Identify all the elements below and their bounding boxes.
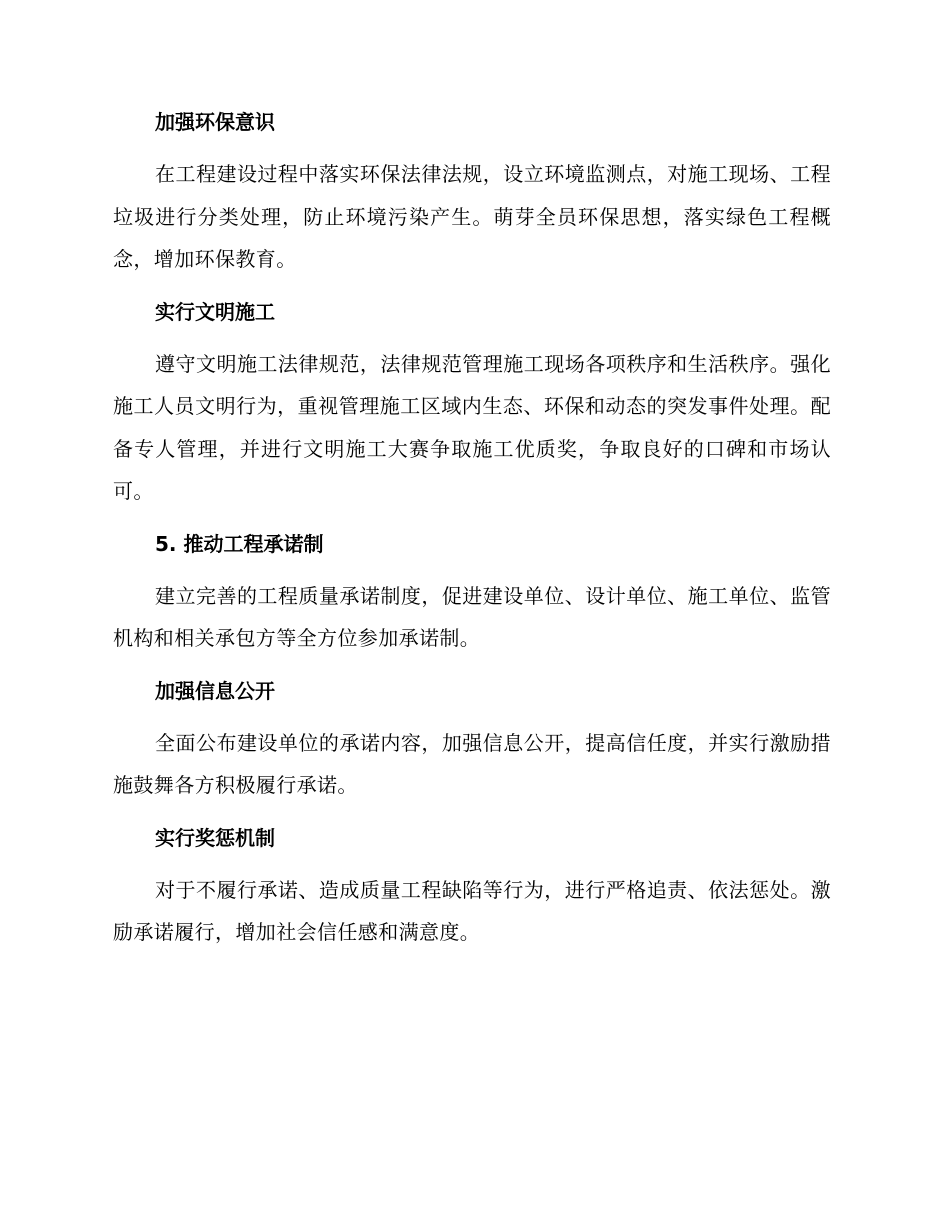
section-civilized-construction [113,298,831,513]
section-heading: 实行文明施工 [155,299,275,324]
section-commitment-system [113,530,831,660]
section-heading: 加强信息公开 [155,678,275,703]
section-environmental-awareness [113,108,831,281]
section-reward-punishment [113,824,831,954]
section-paragraph: 遵守文明施工法律规范，法律规范管理施工现场各项秩序和生活秩序。强化施工人员文明行为，重视管理施工区域内生态、环保和动态的突发事件处理。配备专人管理，并进行文明施工大赛争取施工优质奖，争取良好的口碑和市场认可。 [113,351,831,503]
section-paragraph: 建立完善的工程质量承诺制度，促进建设单位、设计单位、施工单位、监管机构和相关承包方等全方位参加承诺制。 [113,583,831,650]
section-paragraph: 在工程建设过程中落实环保法律法规，设立环境监测点，对施工现场、工程垃圾进行分类处理，防止环境污染产生。萌芽全员环保思想，落实绿色工程概念，增加环保教育。 [113,162,831,271]
section-heading: 5. 推动工程承诺制 [155,531,324,556]
section-paragraph: 对于不履行承诺、造成质量工程缺陷等行为，进行严格追责、依法惩处。激励承诺履行，增加社会信任感和满意度。 [113,877,831,944]
section-heading: 加强环保意识 [155,110,275,134]
document-page [113,108,831,971]
section-information-disclosure [113,677,831,807]
section-paragraph: 全面公布建设单位的承诺内容，加强信息公开，提高信任度，并实行激励措施鼓舞各方积极履行承诺。 [113,730,831,797]
section-heading: 实行奖惩机制 [155,825,275,850]
